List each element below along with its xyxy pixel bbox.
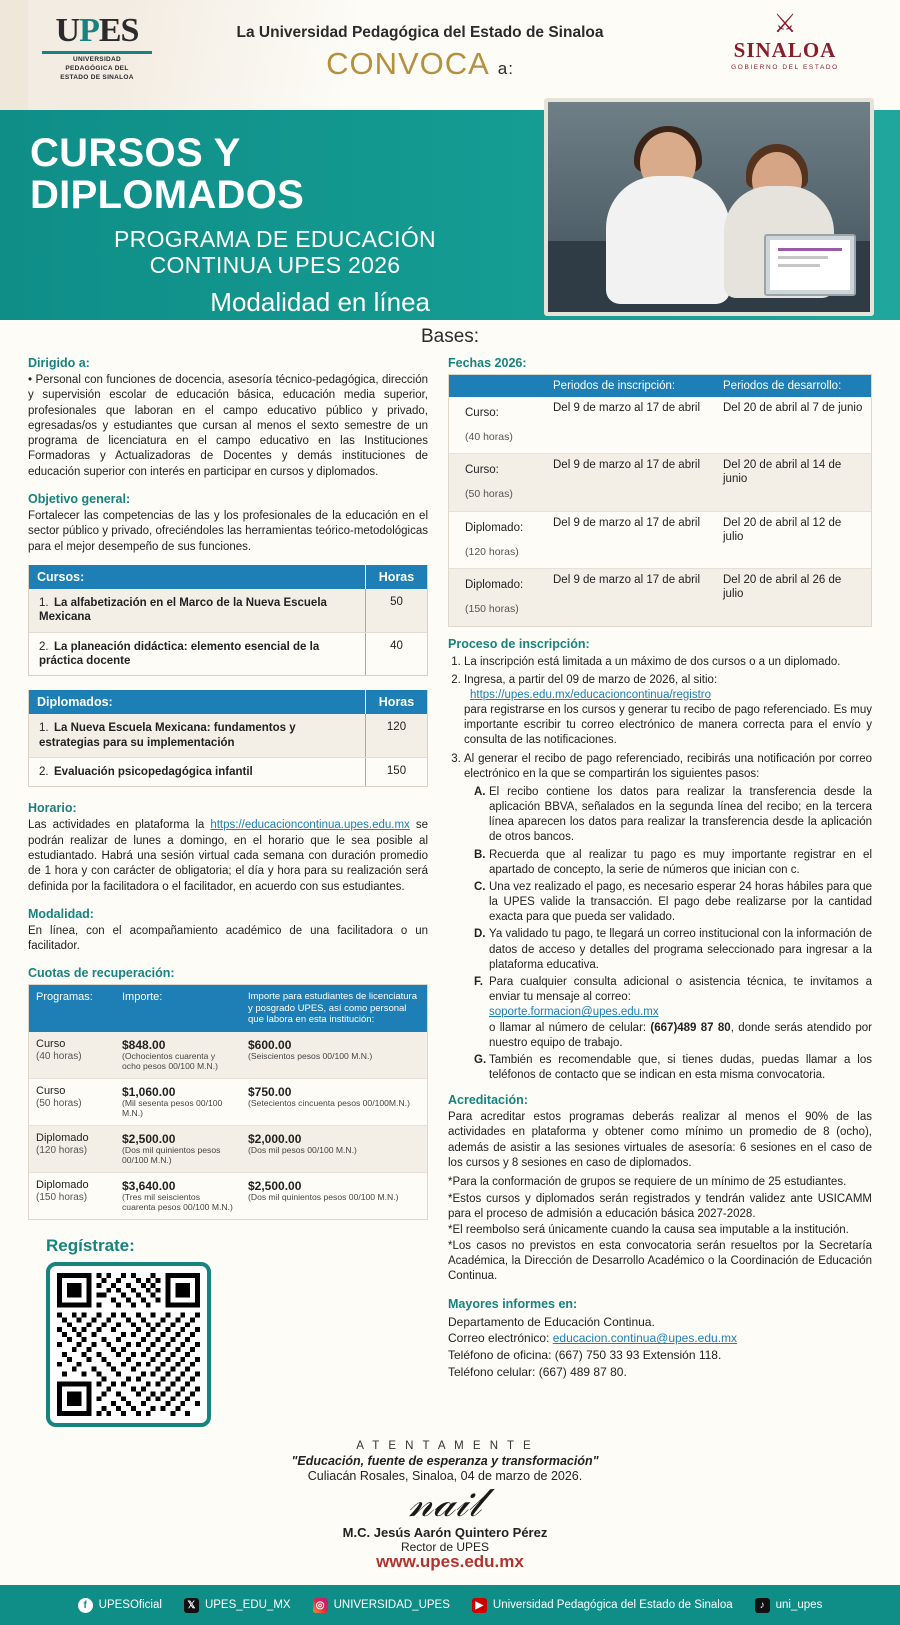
fechas-row-3-prog: Diplomado: [465, 521, 524, 534]
social-tiktok[interactable] [755, 1598, 823, 1613]
fechas-row-4-prog: Diplomado: [465, 579, 524, 592]
social-facebook[interactable] [78, 1598, 162, 1613]
proceso-title: Proceso de inscripción: [448, 636, 590, 651]
cursos-table [28, 565, 428, 677]
informes-email-link[interactable]: educacion.continua@upes.edu.mx [552, 1331, 738, 1346]
sinaloa-shield-icon: ⚔ [773, 8, 797, 38]
diplomados-header-col2: Horas [365, 690, 427, 714]
list-item [464, 673, 872, 749]
diplomados-row-2-hours: 150 [365, 758, 427, 786]
social-footer [0, 1585, 900, 1625]
sub-f-tail: o llamar al número de celular: [489, 1021, 651, 1034]
acreditacion-title: Acreditación: [448, 1093, 528, 1108]
cursos-row-2-num: 2. [39, 640, 49, 653]
fechas-row-3-hours: (120 horas) [465, 545, 519, 558]
atentamente-label: A T E N T A M E N T E [356, 1440, 534, 1452]
fechas-row-4-des: Del 20 de abril al 26 de julio [723, 574, 842, 600]
diplomados-row-1-hours: 120 [365, 714, 427, 757]
fechas-row-2-hours: (50 horas) [465, 488, 513, 501]
cuotas-table [28, 984, 428, 1220]
fechas-row-2-des: Del 20 de abril al 14 de junio [723, 459, 842, 486]
upes-logo-subtitle: UNIVERSIDAD PEDAGÓGICA DEL ESTADO DE SINALOA [60, 56, 134, 81]
dirigido-text: • Personal con funciones de docencia, asesoría técnico-pedagógica, dirección y supervisión escolar de educación básica, educación media superior, profesionales que laboran en el campo educativo público y privado, egresadas/os y estudiantes que cursan al menos el sexto semestre de un programa de licenciatura en el campo educativo en las Instituciones Formadoras y Actualizadoras de Docentes y demás instituciones de educación superior con interés en participar en cursos y diplomados. [28, 374, 428, 478]
list-item: 1. La inscripción está limitada a un máximo de dos cursos o a un diplomado. [464, 655, 872, 670]
qr-code-image [57, 1273, 200, 1416]
youtube-icon: ▶ [472, 1598, 487, 1613]
social-instagram[interactable] [313, 1598, 450, 1613]
table-row [29, 758, 427, 786]
cuotas-row-4-amount2: $2,500.00 [248, 1179, 302, 1193]
sub-a-label: A. [474, 785, 486, 798]
sinaloa-gob-label: GOBIERNO DEL ESTADO [731, 64, 839, 71]
note-item: *El reembolso será únicamente cuando la causa sea imputable a la institución. [448, 1223, 849, 1236]
table-row [29, 1173, 427, 1219]
signature-rubric: 𝓃𝒶𝒾𝓁 [408, 1480, 482, 1525]
sub-f-phone: (667)489 87 80 [650, 1021, 731, 1034]
proceso-list [464, 655, 872, 782]
fechas-header-desarrollo: Periodos de desarrollo: [723, 380, 842, 392]
informes-dept: Departamento de Educación Continua. [448, 1314, 655, 1329]
bases-label: Bases: [420, 326, 480, 347]
fechas-row-4-insc: Del 9 de marzo al 17 de abril [553, 574, 701, 587]
x-twitter-icon: 𝕏 [184, 1598, 199, 1613]
cuotas-row-3-words: (Dos mil quinientos pesos 00/100 M.N.) [122, 1145, 221, 1166]
modalidad-text: En línea, con el acompañamiento académico de una facilitadora o un facilitador. [28, 924, 428, 953]
cuotas-row-2-prog: Curso [36, 1084, 66, 1097]
banner-title: CURSOS Y DIPLOMADOS [30, 131, 305, 217]
sub-d-label: D. [474, 928, 486, 941]
sub-b-label: B. [474, 848, 486, 861]
fechas-row-3-des: Del 20 de abril al 12 de julio [723, 516, 842, 543]
banner-subtitle: PROGRAMA DE EDUCACIÓN CONTINUA UPES 2026 [114, 226, 436, 279]
cursos-table-header [29, 565, 427, 589]
upes-logo-mark: UPES [55, 12, 139, 49]
fechas-row-1-des: Del 20 de abril al 7 de junio [723, 402, 863, 414]
table-row [449, 454, 871, 511]
cuotas-row-1-words2: (Seiscientos pesos 00/100 M.N.) [248, 1050, 373, 1061]
cursos-row-1-hours: 50 [365, 589, 427, 632]
informes-celular: Teléfono celular: (667) 489 87 80. [448, 1364, 627, 1379]
horario-text-part2: se podrán realizar de lunes a domingo, en el horario que le sea posible al estudiantado. Habrá una sesión virtual cada semana con duración promedio de 1 hora y con carácter de obligatoria; el día y hora para su realización será definida por la facilitadora o el facilitador, en acuerdo con sus estudiantes. [28, 819, 428, 893]
modalidad-title: Modalidad: [28, 906, 94, 921]
acreditacion-text: Para acreditar estos programas deberás realizar al menos el 90% de las actividades en plataforma y obtener como mínimo un promedio de 8 (ocho), además de asistir a las sesiones virtuales de asesoría: 6 sesiones en el caso de los cursos y 8 sesiones en caso de diplomados. [448, 1111, 872, 1170]
fechas-title: Fechas 2026: [448, 356, 527, 370]
informes-correo-label: Correo electrónico: [448, 1331, 553, 1346]
sub-a-text: El recibo contiene los datos para realizar la transferencia desde la aplicación BBVA, señalados en la segunda línea del recibo; en la tercera línea aparecen los datos para realizar la transferencia desde la aplicación de otros bancos. [489, 785, 872, 844]
x-label: UPES_EDU_MX [204, 1599, 291, 1611]
cursos-header-col2: Horas [365, 565, 427, 589]
sub-f-tail2: , donde serás atendido por nuestro equipo de trabajo. [489, 1021, 872, 1049]
cuotas-row-3-prog: Diplomado [36, 1131, 89, 1144]
table-row [449, 569, 871, 625]
sub-f-label: F. [474, 976, 483, 988]
cuotas-row-1-amount2: $600.00 [248, 1037, 292, 1052]
informes-oficina: Teléfono de oficina: (667) 750 33 93 Extensión 118. [448, 1348, 722, 1363]
qr-code[interactable] [46, 1262, 211, 1427]
horario-title: Horario: [28, 801, 77, 816]
fechas-row-1-hours: (40 horas) [465, 430, 513, 443]
rector-name: M.C. Jesús Aarón Quintero Pérez [342, 1525, 548, 1540]
note-item: *Los casos no previstos en esta convocatoria serán resueltos por la Secretaría Académica, la Dirección de Desarrollo Académico o la Coordinación de Educación Continua. [448, 1240, 872, 1283]
cuotas-row-4-hours: (150 horas) [36, 1192, 88, 1204]
signature-block [210, 1440, 680, 1554]
instagram-icon: ◎ [313, 1598, 328, 1613]
fechas-header-blank [449, 375, 545, 397]
proceso-step2-intro: Ingresa, a partir del 09 de marzo de 2026, al sitio: [464, 673, 718, 686]
cuotas-row-4-words2: (Dos mil quinientos pesos 00/100 M.N.) [248, 1192, 399, 1203]
sub-c-label: C. [474, 880, 486, 893]
acreditacion-notes [448, 1175, 872, 1284]
table-row [29, 633, 427, 676]
list-item [474, 975, 872, 1051]
cuotas-row-3-amount: $2,500.00 [122, 1131, 176, 1146]
registrate-title: Regístrate: [46, 1236, 135, 1256]
table-row [29, 589, 427, 633]
horario-text-part1: Las actividades en plataforma la [28, 819, 211, 832]
cuotas-row-4-prog: Diplomado [36, 1179, 89, 1191]
fechas-row-1-insc: Del 9 de marzo al 17 de abril [553, 402, 701, 414]
diplomados-row-1-num: 1. [39, 722, 49, 735]
list-item [474, 880, 872, 926]
sub-g-label: G. [474, 1053, 487, 1066]
header-left-accent [0, 0, 28, 110]
list-item [474, 785, 872, 846]
plataforma-link[interactable]: https://educacioncontinua.upes.edu.mx [210, 819, 410, 832]
list-item [474, 848, 872, 878]
cuotas-row-1-prog: Curso [36, 1037, 66, 1050]
fechas-row-1-prog: Curso: [465, 407, 499, 419]
cursos-header-col1: Cursos: [37, 569, 85, 584]
tiktok-icon: ♪ [755, 1598, 770, 1613]
cuotas-table-header [29, 985, 427, 1031]
header-photo [544, 98, 874, 316]
convoca-heading [180, 46, 660, 82]
cursos-row-2-name: La planeación didáctica: elemento esencial de la práctica docente [39, 640, 320, 667]
cursos-row-2-hours: 40 [365, 633, 427, 676]
objetivo-title: Objetivo general: [28, 491, 131, 506]
youtube-label: Universidad Pedagógica del Estado de Sinaloa [492, 1599, 733, 1611]
sub-f-text: Para cualquier consulta adicional o asistencia técnica, te invitamos a enviar tu mensaje al correo: [489, 976, 872, 1004]
registro-link[interactable]: https://upes.edu.mx/educacioncontinua/registro [470, 688, 712, 701]
cuotas-row-3-amount2: $2,000.00 [248, 1131, 302, 1146]
table-row [29, 1032, 427, 1079]
cuotas-row-2-amount: $1,060.00 [122, 1084, 176, 1099]
fechas-table [448, 374, 872, 627]
soporte-email-link[interactable]: soporte.formacion@upes.edu.mx [489, 1006, 659, 1019]
objetivo-text: Fortalecer las competencias de las y los profesionales de la educación en el sector público y privado, ofreciéndoles las herramientas teórico-metodológicas para el mejor desempeño de sus funciones. [28, 509, 428, 553]
cursos-row-1-num: 1. [39, 596, 49, 609]
proceso-sublist [474, 785, 872, 1083]
list-item [474, 1053, 872, 1083]
convoca-word: CONVOCA [326, 46, 489, 81]
sub-g-text: También es recomendable que, si tienes dudas, puedas llamar a los teléfonos de contacto que se indican en esta misma convocatoria. [489, 1053, 872, 1082]
cuotas-row-3-hours: (120 horas) [36, 1145, 88, 1157]
sub-d-text: Ya validado tu pago, te llegará un correo institucional con la información de datos de acceso y detalles del programa seleccionado para ingresar a la plataforma educativa. [489, 928, 872, 971]
facebook-label: UPESOficial [98, 1599, 162, 1611]
table-row [29, 1079, 427, 1126]
cuotas-row-1-amount: $848.00 [122, 1037, 166, 1052]
right-column [448, 356, 872, 1381]
sinaloa-government-logo [710, 10, 860, 71]
fechas-table-header [449, 375, 871, 397]
cuotas-row-1-hours: (40 horas) [36, 1050, 82, 1062]
fechas-row-2-insc: Del 9 de marzo al 17 de abril [553, 459, 701, 472]
diplomados-table-header [29, 690, 427, 714]
cuotas-row-4-amount: $3,640.00 [122, 1179, 176, 1193]
list-item: 3. Al generar el recibo de pago referenciado, recibirás una notificación por correo electrónico en la que se compartirán los siguientes pasos: [464, 752, 872, 782]
diplomados-header-col1: Diplomados: [37, 695, 113, 710]
list-item [474, 927, 872, 973]
facebook-icon: f [78, 1598, 93, 1613]
fechas-row-4-hours: (150 horas) [465, 602, 519, 615]
diplomados-table [28, 690, 428, 787]
fechas-row-3-insc: Del 9 de marzo al 17 de abril [553, 516, 701, 529]
cuotas-row-2-amount2: $750.00 [248, 1084, 292, 1099]
header-title-block [180, 24, 660, 82]
rector-role: Rector de UPES [400, 1540, 490, 1554]
table-row [449, 397, 871, 454]
social-youtube[interactable] [472, 1598, 733, 1613]
diplomados-row-2-name: Evaluación psicopedagógica infantil [54, 766, 253, 779]
website-url[interactable]: www.upes.edu.mx [376, 1552, 524, 1571]
lema-text: "Educación, fuente de esperanza y transformación" [291, 1454, 599, 1468]
cuotas-title: Cuotas de recuperación: [28, 966, 175, 981]
sub-b-text: Recuerda que al realizar tu pago es muy importante registrar en el apartado de concepto, la serie de números que inician con c. [489, 848, 872, 876]
dirigido-title: Dirigido a: [28, 356, 90, 370]
sinaloa-name: SINALOA [733, 38, 837, 62]
cuotas-header-programas: Programas: [36, 991, 93, 1004]
table-row [29, 714, 427, 758]
fechas-header-inscripcion: Periodos de inscripción: [553, 380, 676, 392]
diplomados-row-2-num: 2. [39, 766, 49, 779]
place-date: Culiacán Rosales, Sinaloa, 04 de marzo de 2026. [307, 1469, 583, 1483]
table-row [449, 512, 871, 569]
banner-modality: Modalidad en línea [210, 286, 430, 317]
institution-line: La Universidad Pedagógica del Estado de Sinaloa [236, 24, 604, 41]
convoca-a: a: [497, 59, 514, 78]
diplomados-row-1-name: La Nueva Escuela Mexicana: fundamentos y estrategias para su implementación [39, 722, 296, 749]
upes-logo [42, 14, 152, 82]
cuotas-header-importe-estudiantes: Importe para estudiantes de licenciatura y posgrado UPES, así como personal que labora en esta institución: [248, 991, 417, 1026]
cuotas-row-2-hours: (50 horas) [36, 1097, 82, 1109]
horario-text [28, 818, 428, 894]
social-x[interactable] [184, 1598, 291, 1613]
instagram-label: UNIVERSIDAD_UPES [333, 1599, 450, 1611]
page-header [0, 0, 900, 110]
proceso-step2-text: para registrarse en los cursos y generar tu recibo de pago referenciado. Es muy importante escribir tu correo electrónico de manera correcta para el envío y consulta de las notificaciones. [464, 704, 872, 747]
cuotas-row-3-words2: (Dos mil pesos 00/100 M.N.) [248, 1145, 357, 1156]
fechas-row-2-prog: Curso: [465, 464, 499, 477]
cuotas-row-4-words: (Tres mil seiscientos cuarenta pesos 00/100 M.N.) [122, 1192, 233, 1213]
cuotas-row-1-words: (Ochocientos cuarenta y ocho pesos 00/100 M.N.) [122, 1050, 219, 1071]
cuotas-row-2-words2: (Setecientos cincuenta pesos 00/100M.N.) [248, 1098, 410, 1109]
informes-correo-row [448, 1330, 872, 1347]
table-row [29, 1126, 427, 1173]
tiktok-label: uni_upes [775, 1599, 823, 1611]
upes-logo-bar [42, 51, 152, 54]
cuotas-row-2-words: (Mil sesenta pesos 00/100 M.N.) [122, 1098, 223, 1118]
informes-block [448, 1314, 872, 1381]
note-item: *Para la conformación de grupos se requiere de un mínimo de 25 estudiantes. [448, 1176, 847, 1189]
left-column [28, 356, 428, 1427]
informes-title: Mayores informes en: [448, 1296, 578, 1311]
sub-c-text: Una vez realizado el pago, es necesario esperar 24 horas hábiles para que la UPES valide la transacción. El pago debe realizarse por la cantidad exacta para que pueda ser validado. [489, 880, 872, 924]
note-item: *Estos cursos y diplomados serán registrados y tendrán validez ante USICAMM para el proceso de admisión a educación básica 2027-2028. [448, 1192, 872, 1220]
cursos-row-1-name: La alfabetización en el Marco de la Nueva Escuela Mexicana [39, 596, 327, 624]
cuotas-header-importe: Importe: [122, 991, 163, 1004]
